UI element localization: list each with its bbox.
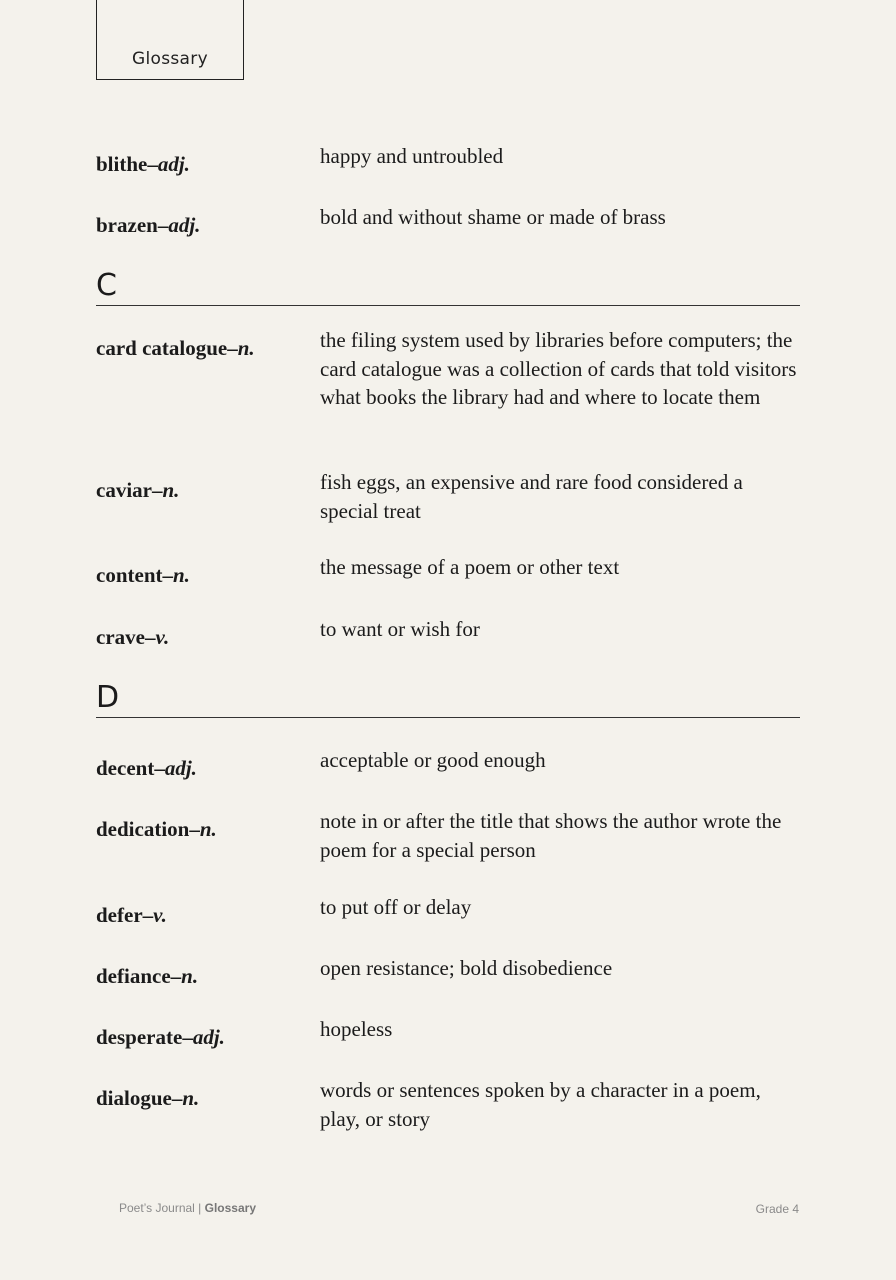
entry-term: dedication–n. [96, 817, 217, 841]
section-letter: C [96, 268, 117, 303]
entry-term: defer–v. [96, 903, 167, 927]
glossary-tab [96, 0, 244, 80]
entry-term: caviar–n. [96, 478, 180, 502]
entry-definition: the message of a poem or other text [320, 555, 620, 579]
entry-definition: fish eggs, an expensive and rare food considered a special treat [320, 470, 743, 523]
entry-definition: open resistance; bold disobedience [320, 956, 613, 980]
entry-term: crave–v. [96, 625, 170, 649]
entry-definition: bold and without shame or made of brass [320, 205, 666, 229]
entry-definition: acceptable or good enough [320, 748, 546, 772]
footer-title [119, 1201, 256, 1215]
footer-grade: Grade 4 [755, 1202, 799, 1216]
tab-label: Glossary [132, 49, 208, 69]
section-header-d [96, 680, 800, 718]
entry-term: decent–adj. [96, 756, 197, 780]
entry-definition: happy and untroubled [320, 144, 504, 168]
entry-term: dialogue–n. [96, 1086, 200, 1110]
entry-definition: to put off or delay [320, 895, 472, 919]
entry-term: blithe–adj. [96, 152, 190, 176]
entry-definition: the filing system used by libraries before computers; the card catalogue was a collection of cards that told visitors what books the library had and where to locate them [320, 328, 797, 409]
entry-definition: words or sentences spoken by a character in a poem, play, or story [320, 1078, 761, 1131]
entry-term: card catalogue–n. [96, 336, 255, 360]
entry-definition: hopeless [320, 1017, 393, 1041]
entry-term: desperate–adj. [96, 1025, 225, 1049]
footer-separator: | [194, 1201, 205, 1215]
entry-definition: to want or wish for [320, 617, 480, 641]
entry-definition: note in or after the title that shows the author wrote the poem for a special person [320, 809, 782, 862]
entry-term: defiance–n. [96, 964, 199, 988]
section-header-c [96, 268, 800, 306]
section-letter: D [96, 680, 120, 715]
footer-journal: Poet’s Journal [119, 1201, 195, 1215]
entry-term: content–n. [96, 563, 190, 587]
entry-term: brazen–adj. [96, 213, 201, 237]
footer-section: Glossary [204, 1201, 256, 1215]
